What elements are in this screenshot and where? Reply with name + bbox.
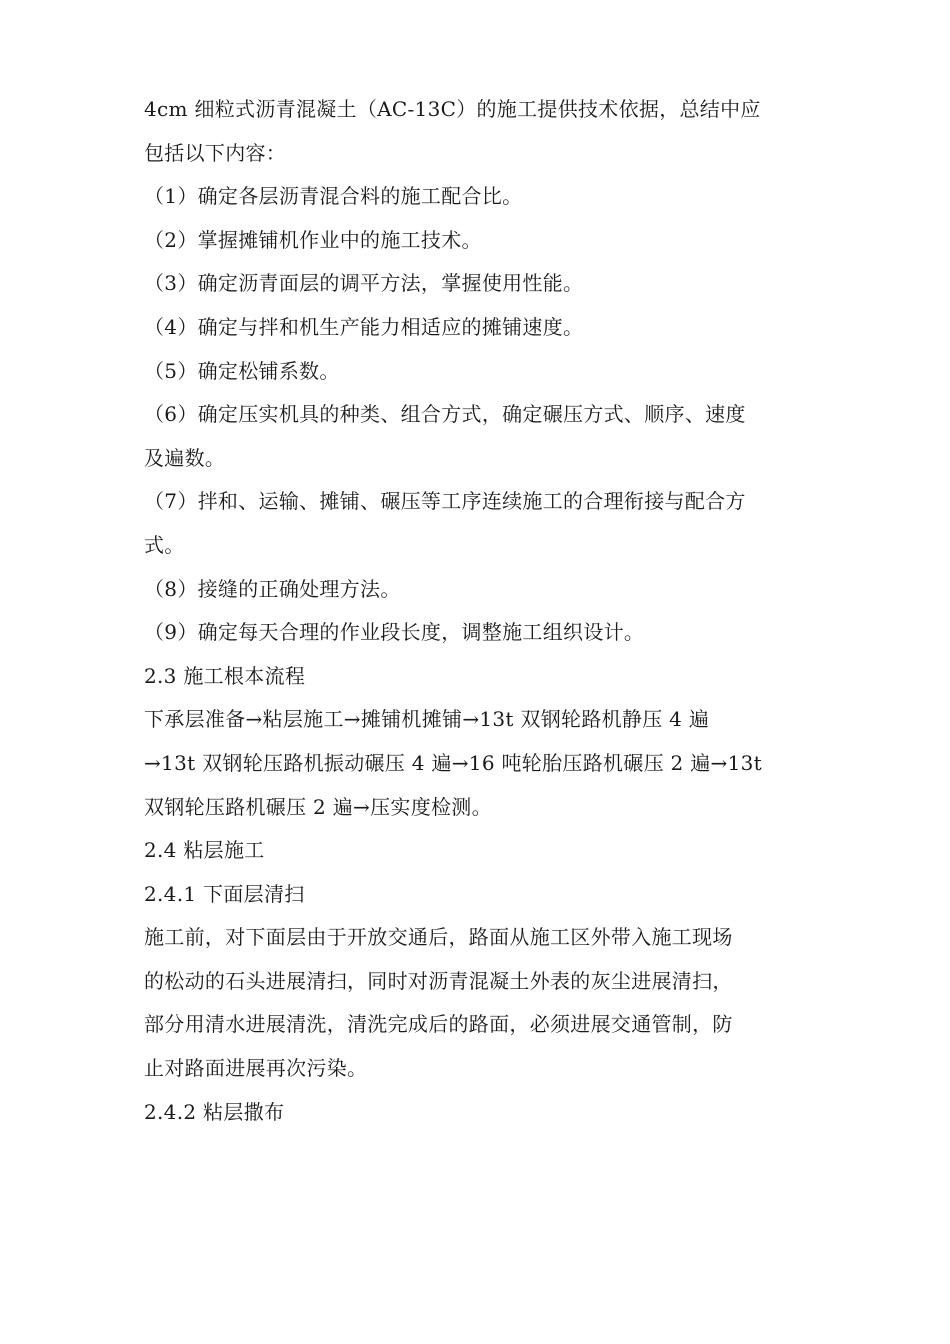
list-item: （5）确定松铺系数。 — [144, 358, 340, 383]
paragraph-line: 施工前，对下面层由于开放交通后，路面从施工区外带入施工现场 — [144, 925, 733, 950]
paragraph-line: 4cm 细粒式沥青混凝土（AC-13C）的施工提供技术依据，总结中应 — [144, 97, 761, 121]
list-item: （1）确定各层沥青混合料的施工配合比。 — [144, 184, 523, 209]
list-item: （2）掌握摊铺机作业中的施工技术。 — [144, 227, 482, 252]
list-item: （3）确定沥青面层的调平方法，掌握使用性能。 — [144, 271, 584, 296]
list-item: （6）确定压实机具的种类、组合方式，确定碾压方式、顺序、速度 — [144, 402, 746, 427]
subsection-heading: 2.4.1 下面层清扫 — [144, 881, 305, 906]
subsection-heading: 2.4.2 粘层撒布 — [144, 1099, 285, 1124]
list-item: （4）确定与拌和机生产能力相适应的摊铺速度。 — [144, 314, 584, 339]
list-item: （9）确定每天合理的作业段长度，调整施工组织设计。 — [144, 620, 645, 645]
list-item-continuation: 及遍数。 — [144, 445, 226, 470]
list-item: （7）拌和、运输、摊铺、碾压等工序连续施工的合理衔接与配合方 — [144, 489, 746, 514]
paragraph-line: →13t 双钢轮压路机振动碾压 4 遍→16 吨轮胎压路机碾压 2 遍→13t — [144, 750, 762, 775]
paragraph-line: 止对路面进展再次污染。 — [144, 1056, 368, 1081]
list-item: （8）接缝的正确处理方法。 — [144, 576, 401, 601]
paragraph-line: 的松动的石头进展清扫，同时对沥青混凝土外表的灰尘进展清扫， — [144, 968, 733, 993]
paragraph-line: 部分用清水进展清洗，清洗完成后的路面，必须进展交通管制，防 — [144, 1012, 733, 1037]
section-heading: 2.3 施工根本流程 — [144, 663, 306, 688]
paragraph-line: 下承层准备→粘层施工→摊铺机摊铺→13t 双钢轮路机静压 4 遍 — [144, 707, 710, 732]
list-item-continuation: 式。 — [144, 532, 185, 557]
paragraph-line: 双钢轮压路机碾压 2 遍→压实度检测。 — [144, 794, 492, 819]
paragraph-line: 包括以下内容： — [144, 140, 287, 165]
section-heading: 2.4 粘层施工 — [144, 838, 265, 863]
document-body — [144, 88, 814, 1134]
